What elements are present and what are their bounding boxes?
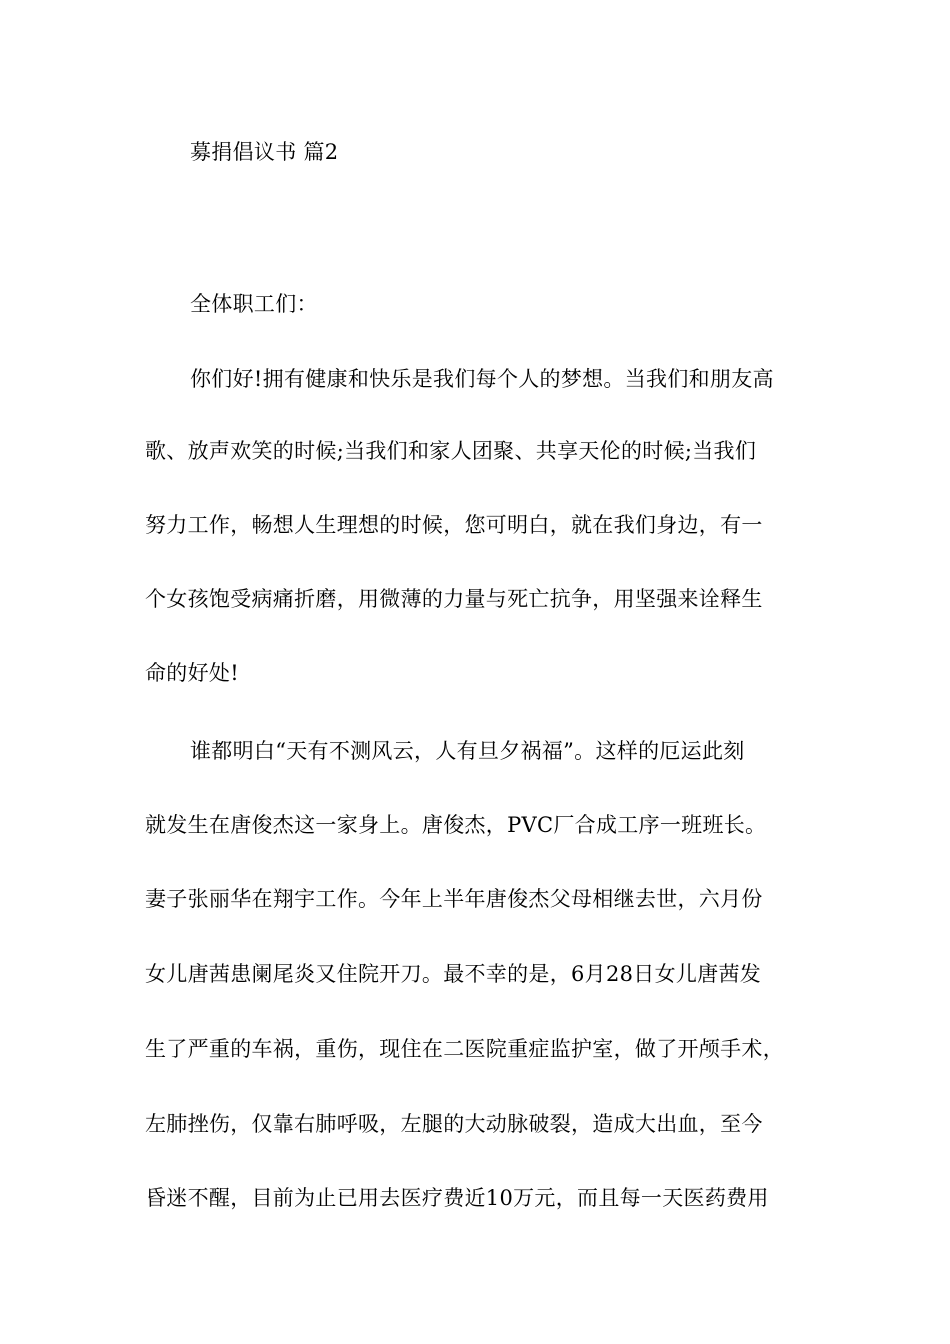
paragraph-line: 昏迷不醒，目前为止已用去医疗费近10万元，而且每一天医药费用 (145, 1186, 769, 1210)
paragraph-line: 谁都明白“天有不测风云，人有旦夕祸福”。这样的厄运此刻 (190, 739, 745, 763)
paragraph-line: 命的好处! (145, 661, 239, 685)
paragraph-line: 就发生在唐俊杰这一家身上。唐俊杰，PVC厂合成工序一班班长。 (145, 813, 767, 837)
paragraph-line: 左肺挫伤，仅靠右肺呼吸，左腿的大动脉破裂，造成大出血，至今 (145, 1112, 763, 1136)
paragraph-line: 女儿唐茜患阑尾炎又住院开刀。最不幸的是，6月28日女儿唐茜发 (145, 962, 762, 986)
paragraph-line: 生了严重的车祸，重伤，现住在二医院重症监护室，做了开颅手术， (145, 1037, 784, 1061)
paragraph-line: 个女孩饱受病痛折磨，用微薄的力量与死亡抗争，用坚强来诠释生 (145, 587, 763, 611)
paragraph-line: 妻子张丽华在翔宇工作。今年上半年唐俊杰父母相继去世，六月份 (145, 887, 763, 911)
paragraph-line: 努力工作，畅想人生理想的时候，您可明白，就在我们身边，有一 (145, 513, 763, 537)
document-title: 募捐倡议书 篇2 (190, 140, 339, 164)
paragraph-line: 歌、放声欢笑的时候;当我们和家人团聚、共享天伦的时候;当我们 (145, 439, 757, 463)
paragraph-line: 你们好!拥有健康和快乐是我们每个人的梦想。当我们和朋友高 (190, 367, 774, 391)
salutation: 全体职工们： (190, 292, 318, 316)
